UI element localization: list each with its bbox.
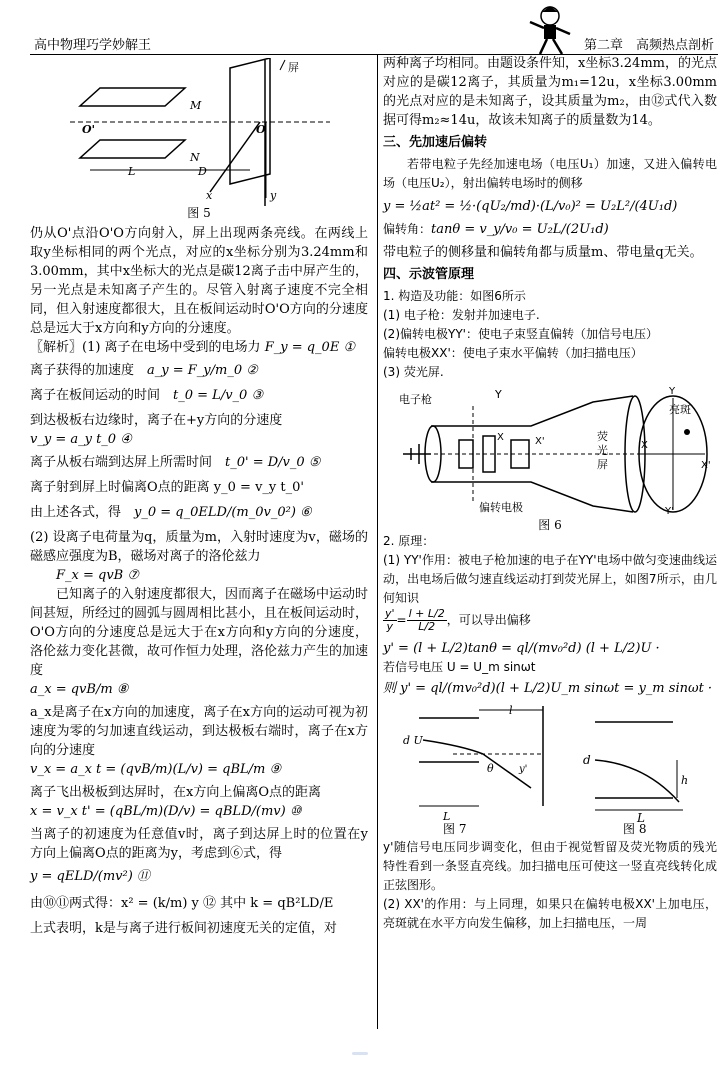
svg-text:θ: θ (487, 762, 494, 775)
equation-3: t_0 = L/v_0 ③ (173, 388, 264, 403)
page-footer-mark (352, 1052, 368, 1055)
svg-text:X': X' (701, 460, 711, 471)
yy-summary-paragraph: y'随信号电压同步调变化，但由于视觉暂留及荧光物质的残光特性看到一条竖直亮线。加扫描电压可使这一竖直亮线转化成正弦图形。 (383, 840, 717, 892)
left-paragraph-8: 上式表明，k是与离子进行板间初速度无关的定值，对 (30, 921, 337, 936)
deflection-equation: y = ½at² = ½·(qU₂/md)·(L/v₀)² = U₂L²/(4U₁d) (383, 199, 678, 214)
equation-4: v_y = a_y t_0 ④ (30, 432, 132, 447)
structure-line: 1. 构造及功能：如图6所示 (383, 289, 526, 303)
yy-effect-continuation: $\frac{y'}{y}$ = $\frac{l + L/2}{L/2}$ ，可以导出偏移 (385, 607, 531, 633)
left-paragraph-7: 由⑩⑪两式得：x² = (k/m) y ⑫ 其中 k = qB²LD/E (30, 896, 334, 911)
yy-electrode-line: (2)偏转电极YY'：使电子束竖直偏转（加信号电压） (383, 327, 658, 341)
eq3-line (30, 386, 368, 405)
fig5-label-o-prime: O' (82, 123, 95, 136)
fig5-label-n: N (190, 151, 200, 164)
header-chapter-title: 第二章 高频热点剖析 (583, 38, 714, 53)
fig5-label-d: D (198, 165, 207, 178)
equation-11: y = qELD/(mv²) ⑪ (30, 869, 150, 884)
eq4-intro: 到达极板右边缘时，离子在+y方向的分速度 (30, 413, 283, 428)
section-3-heading: 三、先加速后偏转 (383, 135, 488, 150)
equation-2: a_y = F_y/m_0 ② (147, 363, 258, 378)
yy-effect-paragraph: (1) YY'作用：被电子枪加速的电子在YY'电场中做匀变速曲线运动，出电场后做匀速直线运动打到荧光屏上，如图7所示，由几何知识 (383, 553, 717, 605)
svg-text:h: h (681, 774, 689, 787)
figure-5 (30, 58, 368, 220)
right-paragraph-2: 若带电粒子先经加速电场（电压U₁）加速，又进入偏转电场（电压U₂），射出偏转电场时的侧移 (383, 157, 717, 190)
equation-9: v_x = a_x t = (qvB/m)(L/v) = qBL/m ⑨ (30, 762, 282, 777)
left-paragraph-1: 仍从O'点沿O'O方向射入，屏上出现两条亮线。在两线上取y坐标相同的两个光点，对应的x坐标分别为3.24mm和3.00mm，其中x坐标大的光点是碳12离子击中屏产生的，另一光点是未知离子产生的。尽管入射离子速度不完全相同，但入射速度都很大，且在板间运动时O'O方向的分速度总是远大于x方向和y方向的分速度。 (30, 226, 368, 336)
figure-5-diagram (30, 58, 368, 206)
eq2-line (30, 361, 368, 380)
left-paragraph-4: a_x是离子在x方向的加速度，离子在x方向的运动可视为初速度为零的匀加速直线运动，到达极板右端时，离子在x方向的分速度 (30, 705, 368, 758)
figure-6-caption: 图 6 (538, 518, 562, 532)
fig5-label-l: L (128, 165, 136, 178)
svg-text:X': X' (535, 436, 545, 447)
electron-gun-line: (1) 电子枪：发射并加速电子. (383, 308, 540, 322)
figure-6 (383, 382, 717, 532)
equation-6: y_0 = q_0ELD/(m_0v_0²) ⑥ (134, 505, 312, 520)
svg-text:d U: d U (403, 734, 423, 747)
deflection-angle-equation: tanθ = v_y/v₀ = U₂L/(2U₁d) (431, 222, 609, 237)
analysis-text: 〖解析〗(1) 离子在电场中受到的电场力 (30, 340, 261, 355)
figure-7-caption: 图 7 (443, 822, 467, 836)
signal-voltage-line: 若信号电压 U = U_m sinωt (383, 660, 536, 674)
screen-line: (3) 荧光屏. (383, 365, 444, 379)
fig5-label-y: y (270, 189, 277, 202)
column-divider (377, 54, 378, 1029)
svg-text:Y': Y' (665, 506, 674, 516)
sinusoid-equation: 则 y' = ql/(mv₀²d)(l + L/2)U_m sinωt = y_m sinωt · (383, 681, 713, 696)
figure-7-diagram (383, 702, 717, 822)
deflection-angle-line (383, 220, 717, 239)
eq5-line (30, 453, 368, 472)
figures-7-8 (383, 702, 717, 838)
left-paragraph-5: 离子飞出极板到达屏时，在x方向上偏离O点的距离 (30, 785, 321, 800)
eq5-text: 离子从板右端到达屏上所需时间 (30, 455, 213, 470)
equation-5: t_0' = D/v_0 ⑤ (225, 455, 321, 470)
figure-6-diagram (383, 382, 717, 516)
ratio-fraction-2: $\frac{l + L/2}{L/2}$ (408, 607, 445, 633)
fig5-label-screen: 屏 (288, 61, 299, 74)
figure-5-caption: 图 5 (187, 206, 211, 220)
xx-effect-paragraph: (2) XX'的作用：与上同理，如果只在偏转电极XX'上加电压，亮斑就在水平方向发生偏移，加上扫描电压，一周 (383, 897, 717, 930)
xx-electrode-line: 偏转电极XX'：使电子束水平偏转（加扫描电压） (383, 346, 643, 360)
equation-10: x = v_x t' = (qBL/m)(D/v) = qBLD/(mv) ⑩ (30, 804, 302, 819)
offset-equation: y' = (l + L/2)tanθ = ql/(mv₀²d) (l + L/2)U · (383, 641, 660, 656)
svg-text:d: d (583, 753, 591, 767)
left-column (30, 58, 368, 938)
fig5-label-x: x (206, 189, 213, 202)
left-paragraph-3: 已知离子的入射速度都很大，因而离子在磁场中运动时间甚短，所经过的圆弧与圆周相比甚小，且在板间运动时，O'O方向的分速度总是远大于在x方向和y方向的分速度，洛伦兹力变化甚微，故可作恒力处理，洛伦兹力产生的加速度 (30, 587, 369, 678)
deflection-angle-label: 偏转角： (383, 222, 432, 236)
fig6-label-spot: 亮斑 (669, 403, 691, 416)
fig5-label-o: O (256, 123, 266, 136)
fig6-label-screen: 荧光屏 (597, 430, 608, 471)
fig5-label-m: M (190, 99, 202, 112)
svg-text:X: X (641, 440, 648, 451)
left-paragraph-2: (2) 设离子电荷量为q，质量为m，入射时速度为v，磁场的磁感应强度为B，磁场对离子的洛伦兹力 (30, 530, 368, 564)
svg-text:Y: Y (669, 386, 676, 397)
figure-8-caption: 图 8 (623, 822, 647, 836)
fig6-label-gun: 电子枪 (399, 393, 432, 406)
mascot-logo (520, 4, 580, 58)
svg-text:y': y' (519, 764, 528, 775)
fig6-label-electrodes: 偏转电极 (479, 501, 523, 514)
equation-7: F_x = qvB ⑦ (56, 568, 140, 583)
eq3-text: 离子在板间运动的时间 (30, 388, 161, 403)
svg-text:l: l (509, 704, 513, 717)
svg-text:X: X (497, 432, 504, 443)
right-column (383, 54, 717, 933)
eq6-line (30, 503, 368, 522)
eq6-text: 由上述各式，得 (30, 505, 122, 520)
y0-line: 离子射到屏上时偏离O点的距离 y_0 = v_y t_0' (30, 480, 304, 495)
ratio-fraction-1: $\frac{y'}{y}$ (385, 607, 395, 633)
left-paragraph-6: 当离子的初速度为任意值v时，离子到达屏上时的位置在y方向上偏离O点的距离为y，考虑到⑥式，得 (30, 827, 368, 861)
right-paragraph-1: 两种离子均相同。由题设条件知，x坐标3.24mm，的光点对应的是碳12离子，其质量为m₁=12u，x坐标3.00mm的光点对应的是未知离子，设其质量为m₂，由⑫式代入数据可得m₂≈14u，故该未知离子的质量数为14。 (383, 56, 717, 128)
svg-text:L: L (637, 811, 645, 822)
analysis-heading (30, 338, 368, 357)
yy-effect-tail: ，可以导出偏移 (446, 613, 531, 627)
section-4-heading: 四、示波管原理 (383, 267, 475, 282)
principle-heading: 2. 原理： (383, 534, 435, 548)
svg-text:Y: Y (495, 388, 502, 401)
header-book-title: 高中物理巧学妙解王 (34, 38, 152, 53)
equation-8: a_x = qvB/m ⑧ (30, 682, 129, 697)
eq2-text: 离子获得的加速度 (30, 363, 135, 378)
svg-text:L: L (443, 810, 451, 822)
right-paragraph-4: 带电粒子的侧移量和偏转角都与质量m、带电量q无关。 (383, 245, 703, 260)
equation-1: F_y = q_0E ① (264, 340, 356, 355)
